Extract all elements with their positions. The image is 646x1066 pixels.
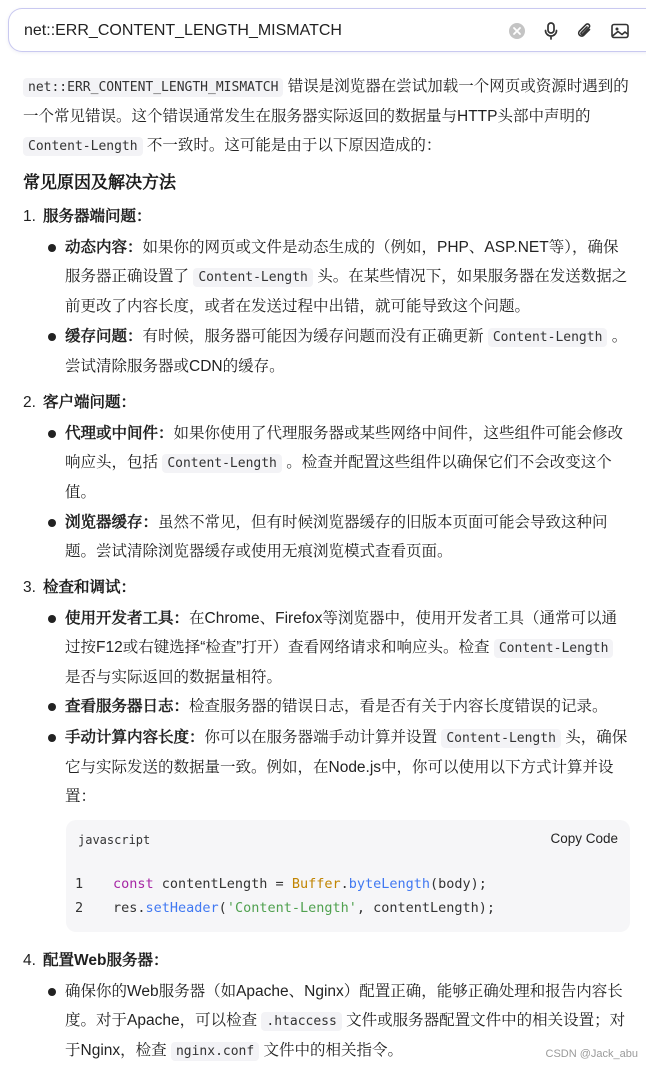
list-item-client: 2. 客户端问题： — [23, 394, 137, 411]
intro-paragraph: net::ERR_CONTENT_LENGTH_MISMATCH 错误是浏览器在尝试加载一个网页或资源时遇到的一个常见错误。这个错误通常发生在服务器实际返回的数据量与HTTP头部中声明的 Content-Length 不一致时。这可能是由于以下原因造成的： — [23, 78, 629, 154]
list-item-server: 1. 服务器端问题： — [23, 208, 152, 225]
paperclip-icon[interactable] — [575, 21, 595, 41]
list-item-debug: 3. 检查和调试： — [23, 579, 137, 596]
bullet — [48, 244, 56, 252]
bullet-cache: 缓存问题：有时候，服务器可能因为缓存问题而没有正确更新 Content-Length 。尝试清除服务器或CDN的缓存。 — [65, 328, 628, 375]
bullet — [48, 430, 56, 438]
search-input[interactable] — [24, 20, 494, 42]
bullet — [48, 734, 56, 742]
bullet — [48, 703, 56, 711]
bullet-browser-cache: 浏览器缓存：虽然不常见，但有时候浏览器缓存的旧版本页面可能会导致这种问题。尝试清除浏览器缓存或使用无痕浏览模式查看页面。 — [65, 514, 608, 560]
bullet-dynamic-content: 动态内容：如果你的网页或文件是动态生成的（例如，PHP、ASP.NET等），确保服务器正确设置了 Content-Length 头。在某些情况下，如果服务器在发送数据之前更改了内容长度，或者在发送过程中出错，就可能导致这个问题。 — [65, 239, 628, 315]
watermark: CSDN @Jack_abu — [545, 1048, 638, 1060]
microphone-icon[interactable] — [541, 21, 561, 41]
error-code-inline: net::ERR_CONTENT_LENGTH_MISMATCH — [23, 78, 283, 97]
code-block — [66, 820, 630, 932]
clear-icon[interactable] — [507, 21, 527, 41]
content-length-inline: Content-Length — [23, 137, 143, 156]
bullet — [48, 333, 56, 341]
bullet — [48, 615, 56, 623]
image-icon[interactable] — [610, 21, 630, 41]
list-item-web-server: 4. 配置Web服务器： — [23, 952, 169, 969]
search-bar — [8, 8, 646, 52]
code-language: javascript — [78, 833, 151, 847]
bullet-web-server-config: 确保你的Web服务器（如Apache、Nginx）配置正确，能够正确处理和报告内容长度。对于Apache，可以检查 .htaccess 文件或服务器配置文件中的相关设置；对于Nginx，检查 nginx.conf 文件中的相关指令。 — [65, 983, 626, 1059]
bullet-devtools: 使用开发者工具：在Chrome、Firefox等浏览器中，使用开发者工具（通常可以通过按F12或右键选择“检查”打开）查看网络请求和响应头。检查 Content-Length 是否与实际返回的数据量相符。 — [65, 610, 618, 686]
bullet-manual-length: 手动计算内容长度：你可以在服务器端手动计算并设置 Content-Length 头，确保它与实际发送的数据量一致。例如，在Node.js中，你可以使用以下方式计算并设置： — [65, 729, 628, 805]
bullet — [48, 519, 56, 527]
code-line: 1 const contentLength = Buffer.byteLength(body); — [75, 876, 487, 892]
section-heading: 常见原因及解决方法 — [23, 173, 176, 192]
copy-code-button[interactable]: Copy Code — [550, 831, 618, 846]
code-line: 2 res.setHeader('Content-Length', contentLength); — [75, 900, 496, 916]
bullet — [48, 988, 56, 996]
bullet-proxy: 代理或中间件：如果你使用了代理服务器或某些网络中间件，这些组件可能会修改响应头，包括 Content-Length 。检查并配置这些组件以确保它们不会改变这个值。 — [65, 425, 624, 501]
bullet-server-logs: 查看服务器日志：检查服务器的错误日志，看是否有关于内容长度错误的记录。 — [65, 698, 608, 715]
